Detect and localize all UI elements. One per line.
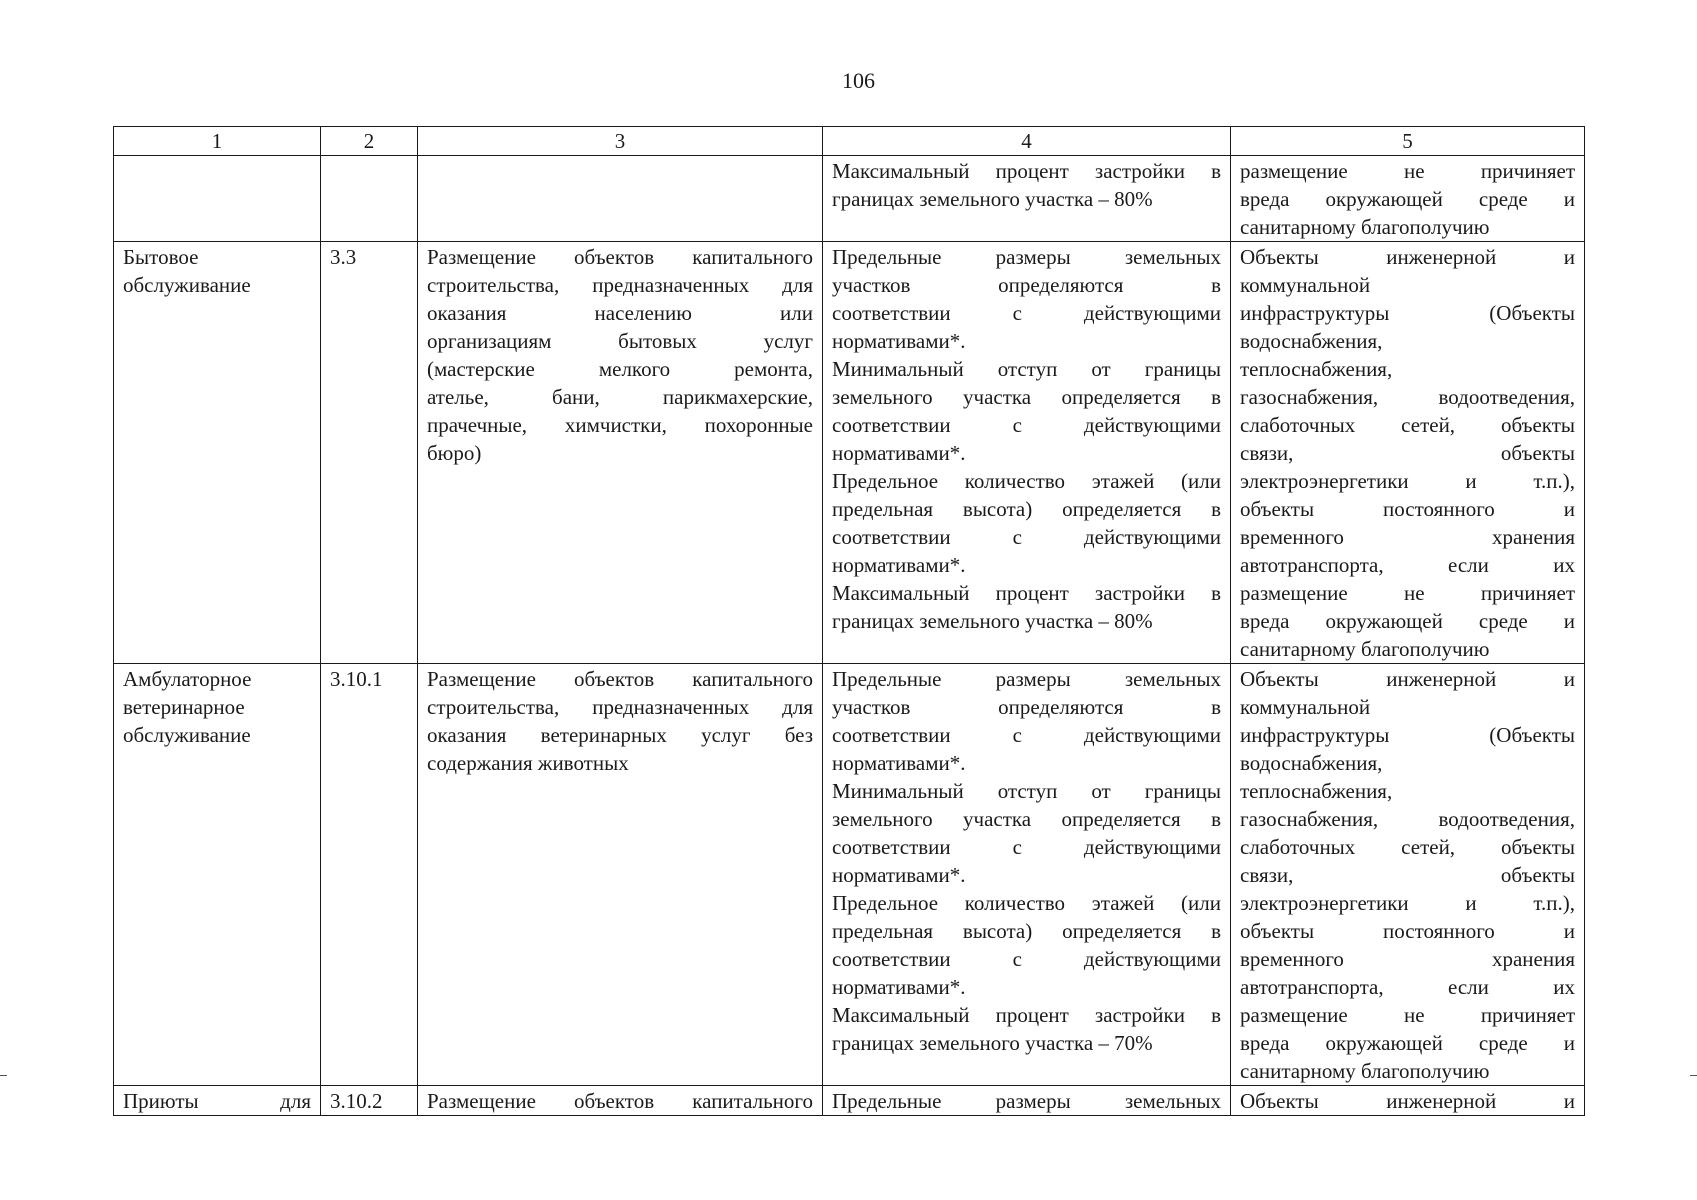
cell-line: соответствии с действующими <box>832 525 1221 549</box>
cell-line: объекты постоянного и <box>1240 497 1575 521</box>
cell-line: Максимальный процент застройки в <box>832 159 1221 183</box>
cell-use-name <box>114 156 321 242</box>
column-header-4: 4 <box>823 127 1231 156</box>
cell-line: Предельные размеры земельных <box>832 1089 1221 1113</box>
cell-line: коммунальной <box>1240 695 1371 719</box>
cell-parameters <box>823 156 1231 242</box>
cell-line: вреда окружающей среде и <box>1240 1031 1575 1055</box>
cell-line: водоснабжения, <box>1240 751 1383 775</box>
cell-line: нормативами*. <box>832 329 966 353</box>
land-use-table <box>113 126 1585 1116</box>
cell-line: организациям бытовых услуг <box>427 329 813 353</box>
cell-line: связи, объекты <box>1240 863 1575 887</box>
column-header-3: 3 <box>418 127 823 156</box>
cell-line: строительства, предназначенных для <box>427 695 813 719</box>
cell-line: Минимальный отступ от границы <box>832 779 1221 803</box>
cell-line: нормативами*. <box>832 441 966 465</box>
cell-line: границах земельного участка – 80% <box>832 609 1153 633</box>
cell-line: временного хранения <box>1240 947 1575 971</box>
cell-line: оказания ветеринарных услуг без <box>427 723 813 747</box>
cell-line: нормативами*. <box>832 975 966 999</box>
cell-parameters <box>823 1086 1231 1116</box>
cell-use-name <box>114 242 321 664</box>
column-header-2: 2 <box>321 127 418 156</box>
cell-line: электроэнергетики и т.п.), <box>1240 891 1575 915</box>
cell-line: теплоснабжения, <box>1240 779 1393 803</box>
cell-line: строительства, предназначенных для <box>427 273 813 297</box>
cell-line: земельного участка определяется в <box>832 807 1221 831</box>
cell-line: границах земельного участка – 70% <box>832 1031 1153 1055</box>
cell-line: Предельные размеры земельных <box>832 245 1221 269</box>
cell-line: Приюты для <box>123 1089 311 1113</box>
scan-edge-mark-left <box>0 1075 7 1076</box>
cell-use-name <box>114 664 321 1086</box>
cell-line: слаботочных сетей, объекты <box>1240 835 1575 859</box>
cell-description <box>418 664 823 1086</box>
cell-utilities <box>1231 242 1585 664</box>
cell-line: (мастерские мелкого ремонта, <box>427 357 813 381</box>
cell-line: Объекты инженерной и <box>1240 1089 1575 1113</box>
cell-line: нормативами*. <box>832 863 966 887</box>
cell-line: инфраструктуры (Объекты <box>1240 723 1575 747</box>
cell-line: теплоснабжения, <box>1240 357 1393 381</box>
cell-line: соответствии с действующими <box>832 301 1221 325</box>
cell-line: санитарному благополучию <box>1240 215 1490 239</box>
cell-line: слаботочных сетей, объекты <box>1240 413 1575 437</box>
cell-line: Максимальный процент застройки в <box>832 1003 1221 1027</box>
cell-line: содержания животных <box>427 751 629 775</box>
cell-line: газоснабжения, водоотведения, <box>1240 807 1575 831</box>
cell-line: электроэнергетики и т.п.), <box>1240 469 1575 493</box>
scan-edge-mark-right <box>1690 1075 1697 1076</box>
cell-utilities <box>1231 156 1585 242</box>
cell-line: участков определяются в <box>832 273 1221 297</box>
cell-line: оказания населению или <box>427 301 813 325</box>
cell-line: предельная высота) определяется в <box>832 497 1221 521</box>
cell-parameters <box>823 242 1231 664</box>
cell-utilities <box>1231 664 1585 1086</box>
cell-line: санитарному благополучию <box>1240 1059 1490 1083</box>
cell-line: ветеринарное <box>123 695 245 719</box>
cell-line: газоснабжения, водоотведения, <box>1240 385 1575 409</box>
cell-line: автотранспорта, если их <box>1240 553 1575 577</box>
cell-code <box>321 156 418 242</box>
cell-line: Предельное количество этажей (или <box>832 891 1221 915</box>
cell-line: нормативами*. <box>832 553 966 577</box>
cell-line: Бытовое <box>123 245 199 269</box>
cell-line: Предельные размеры земельных <box>832 667 1221 691</box>
cell-parameters <box>823 664 1231 1086</box>
cell-line: размещение не причиняет <box>1240 1003 1575 1027</box>
cell-line: участков определяются в <box>832 695 1221 719</box>
cell-line: прачечные, химчистки, похоронные <box>427 413 813 437</box>
cell-line: Объекты инженерной и <box>1240 667 1575 691</box>
cell-line: соответствии с действующими <box>832 947 1221 971</box>
cell-line: временного хранения <box>1240 525 1575 549</box>
cell-line: размещение не причиняет <box>1240 581 1575 605</box>
cell-line: водоснабжения, <box>1240 329 1383 353</box>
cell-line: предельная высота) определяется в <box>832 919 1221 943</box>
cell-line: Размещение объектов капитального <box>427 667 813 691</box>
cell-line: Размещение объектов капитального <box>427 1089 813 1113</box>
cell-line: объекты постоянного и <box>1240 919 1575 943</box>
cell-line: обслуживание <box>123 723 251 747</box>
cell-line: Объекты инженерной и <box>1240 245 1575 269</box>
cell-line: вреда окружающей среде и <box>1240 187 1575 211</box>
cell-line: санитарному благополучию <box>1240 637 1490 661</box>
cell-line: Амбулаторное <box>123 667 252 691</box>
table-row-veterinary-outpatient <box>114 664 1585 1086</box>
cell-use-name <box>114 1086 321 1116</box>
cell-line: нормативами*. <box>832 751 966 775</box>
column-header-1: 1 <box>114 127 321 156</box>
cell-line: границах земельного участка – 80% <box>832 187 1153 211</box>
cell-description <box>418 242 823 664</box>
cell-description <box>418 156 823 242</box>
cell-line: обслуживание <box>123 273 251 297</box>
table-row-household-services <box>114 242 1585 664</box>
cell-line: коммунальной <box>1240 273 1371 297</box>
cell-line: связи, объекты <box>1240 441 1575 465</box>
cell-code: 3.10.2 <box>321 1086 418 1116</box>
page-number: 106 <box>842 68 875 93</box>
table-row-continuation <box>114 156 1585 242</box>
cell-line: вреда окружающей среде и <box>1240 609 1575 633</box>
cell-line: размещение не причиняет <box>1240 159 1575 183</box>
cell-line: Максимальный процент застройки в <box>832 581 1221 605</box>
table-header-row <box>114 127 1585 156</box>
cell-line: Минимальный отступ от границы <box>832 357 1221 381</box>
cell-line: соответствии с действующими <box>832 413 1221 437</box>
cell-line: автотранспорта, если их <box>1240 975 1575 999</box>
cell-description <box>418 1086 823 1116</box>
column-header-5: 5 <box>1231 127 1585 156</box>
cell-line: соответствии с действующими <box>832 835 1221 859</box>
cell-utilities <box>1231 1086 1585 1116</box>
cell-line: ателье, бани, парикмахерские, <box>427 385 813 409</box>
cell-line: Размещение объектов капитального <box>427 245 813 269</box>
cell-line: соответствии с действующими <box>832 723 1221 747</box>
cell-line: Предельное количество этажей (или <box>832 469 1221 493</box>
cell-line: земельного участка определяется в <box>832 385 1221 409</box>
cell-line: бюро) <box>427 441 482 465</box>
cell-code: 3.10.1 <box>321 664 418 1086</box>
cell-code: 3.3 <box>321 242 418 664</box>
cell-line: инфраструктуры (Объекты <box>1240 301 1575 325</box>
table-row-animal-shelters <box>114 1086 1585 1116</box>
